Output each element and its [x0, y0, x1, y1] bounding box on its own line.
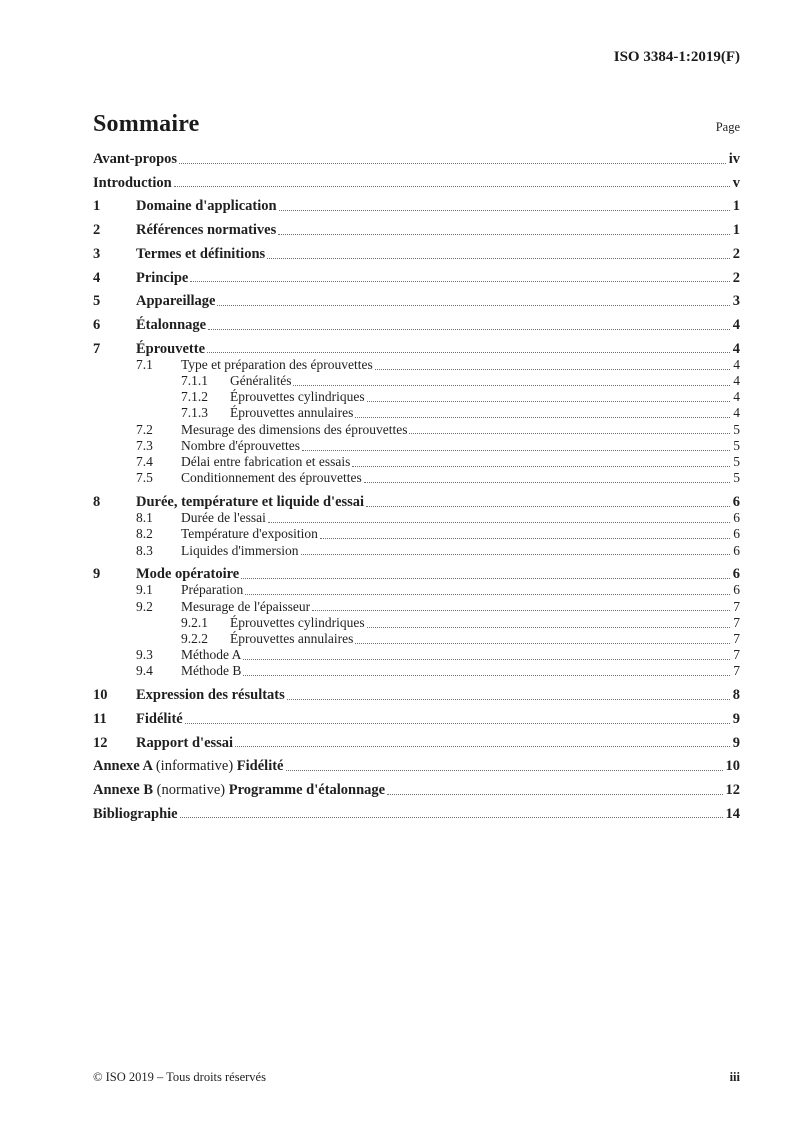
toc-label-bold-part: Durée, température et liquide d'essai	[136, 493, 365, 510]
toc-label-bold-part: Éprouvette	[136, 340, 206, 357]
toc-entry-page-number: 6	[733, 526, 740, 542]
toc-entry-number: 4	[93, 269, 101, 286]
toc-entry-page-number: 5	[733, 421, 740, 437]
toc-entry-label	[181, 663, 241, 679]
page-footer	[93, 1070, 740, 1085]
toc-label-bold-part: Rapport d'essai	[136, 734, 234, 751]
toc-label-regular-part: Type et préparation des éprouvettes	[181, 356, 373, 372]
toc-label-bold-part: Bibliographie	[93, 805, 178, 822]
toc-dotted-leader	[190, 281, 729, 282]
toc-label-regular-part: Généralités	[230, 373, 292, 389]
toc-entry-number: 7.3	[136, 437, 153, 453]
toc-entry	[93, 543, 740, 559]
toc-entry-page-number: 7	[733, 598, 740, 614]
toc-entry-number: 7.1	[136, 356, 153, 372]
toc-entry-label	[181, 543, 299, 559]
toc-dotted-leader	[174, 186, 730, 187]
toc-entry-label	[136, 246, 265, 262]
toc-label-regular-part: Éprouvettes annulaires	[230, 405, 354, 421]
toc-entry-page-number: 9	[732, 734, 740, 751]
toc-entry-page-number: 9	[732, 710, 740, 727]
toc-entry-number: 5	[93, 293, 101, 310]
toc-entry	[93, 222, 740, 238]
toc-entry-label	[136, 566, 239, 582]
toc-entry	[93, 389, 740, 405]
toc-entry-label	[181, 470, 362, 486]
toc-dotted-leader	[355, 417, 730, 418]
toc-dotted-leader	[245, 594, 730, 595]
toc-entry-number: 9.2.2	[181, 631, 208, 647]
toc-entry	[93, 758, 740, 774]
toc-label-regular-part: Température d'exposition	[181, 526, 318, 542]
page-column-label: Page	[715, 120, 740, 134]
toc-dotted-leader	[286, 770, 723, 771]
toc-entry-label	[181, 357, 373, 373]
toc-entry	[93, 647, 740, 663]
toc-entry-page-number: 7	[733, 631, 740, 647]
toc-dotted-leader	[180, 817, 723, 818]
toc-entry-page-number: iv	[728, 151, 740, 167]
toc-entry-number: 12	[93, 734, 108, 751]
toc-dotted-leader	[287, 699, 730, 700]
toc-dotted-leader	[208, 329, 730, 330]
toc-entry	[93, 782, 740, 798]
toc-entry-label	[230, 615, 365, 631]
toc-label-bold-part: Avant-propos	[93, 151, 178, 167]
doc-reference: ISO 3384-1:2019(F)	[613, 49, 740, 65]
toc-entry	[93, 663, 740, 679]
toc-entry-page-number: 8	[732, 687, 740, 704]
toc-entry-label	[136, 735, 233, 751]
toc-label-regular-part: Durée de l'essai	[181, 510, 266, 526]
toc-entry-number: 7.1.2	[181, 389, 208, 405]
toc-entry-label	[230, 373, 291, 389]
toc-dotted-leader	[279, 210, 730, 211]
toc-entry-number: 7.2	[136, 421, 153, 437]
toc-dotted-leader	[312, 610, 730, 611]
toc-label-bold-part: Expression des résultats	[136, 687, 285, 704]
toc-entry-page-number: 4	[733, 389, 740, 405]
title-row	[93, 111, 740, 138]
toc-entry-label	[181, 647, 241, 663]
toc-entry-number: 8.1	[136, 510, 153, 526]
toc-dotted-leader	[367, 401, 731, 402]
toc-entry	[93, 735, 740, 751]
toc-label-regular-part: Liquides d'immersion	[181, 542, 299, 558]
toc-entry	[93, 494, 740, 510]
toc-entry-page-number: 10	[725, 758, 740, 775]
toc-dotted-leader	[293, 385, 730, 386]
toc-label-bold-part: Références normatives	[136, 222, 277, 239]
toc-label-bold-part: Introduction	[93, 174, 172, 191]
toc-entry-label	[93, 175, 172, 191]
toc-entry-label	[181, 438, 300, 454]
toc-dotted-leader	[375, 369, 731, 370]
footer-page-number: iii	[729, 1070, 740, 1084]
toc-entry	[93, 806, 740, 822]
toc-entry-number: 7.1.3	[181, 405, 208, 421]
toc-dotted-leader	[367, 627, 731, 628]
toc-entry-page-number: 14	[725, 805, 740, 822]
toc-dotted-leader	[235, 746, 730, 747]
toc-entry-label	[136, 687, 285, 703]
toc-label-bold-part: Mode opératoire	[136, 566, 240, 583]
toc-dotted-leader	[278, 234, 730, 235]
toc-entry-number: 7	[93, 340, 101, 357]
toc-entry	[93, 341, 740, 357]
toc-dotted-leader	[302, 450, 730, 451]
toc-label-bold-part: Termes et définitions	[136, 245, 266, 262]
toc-dotted-leader	[320, 538, 730, 539]
toc-label-regular-part: Préparation	[181, 582, 244, 598]
toc-entry	[93, 293, 740, 309]
toc-entry-label	[181, 422, 407, 438]
toc-entry-number: 9.2	[136, 598, 153, 614]
toc-entry	[93, 422, 740, 438]
toc-entry	[93, 246, 740, 262]
toc-entry-page-number: 5	[733, 437, 740, 453]
toc-dotted-leader	[185, 723, 730, 724]
toc-dotted-leader	[243, 659, 730, 660]
toc-dotted-leader	[352, 466, 730, 467]
toc-entry-number: 7.1.1	[181, 373, 208, 389]
toc-entry-page-number: 7	[733, 663, 740, 679]
toc-entry	[93, 470, 740, 486]
toc-label-regular-part: Conditionnement des éprouvettes	[181, 470, 362, 486]
toc-entry-number: 9.3	[136, 647, 153, 663]
toc-entry	[93, 566, 740, 582]
toc-label-bold-part: Annexe A	[93, 758, 156, 775]
toc-entry-label	[181, 582, 243, 598]
toc-label-regular-part: Mesurage de l'épaisseur	[181, 598, 311, 614]
toc-label-regular-part: Délai entre fabrication et essais	[181, 454, 351, 470]
toc-entry-label	[93, 782, 385, 798]
toc-entry-number: 8.2	[136, 526, 153, 542]
toc-entry-label	[181, 454, 350, 470]
toc-dotted-leader	[267, 258, 730, 259]
toc-dotted-leader	[364, 482, 731, 483]
toc-entry-label	[93, 758, 284, 774]
toc-label-regular-part: (normative)	[156, 782, 229, 798]
toc-entry-page-number: 1	[732, 222, 740, 239]
toc-label-bold-part: Annexe B	[93, 782, 157, 798]
toc-label-regular-part: Mesurage des dimensions des éprouvettes	[181, 421, 408, 437]
toc-entry-page-number: 4	[732, 340, 740, 357]
toc-label-bold-part: Fidélité	[136, 710, 183, 727]
toc-dotted-leader	[409, 433, 730, 434]
toc-entry-label	[136, 270, 188, 286]
toc-label-bold-part: Étalonnage	[136, 316, 207, 333]
toc-entry-number: 1	[93, 198, 101, 215]
toc-entry-label	[136, 341, 205, 357]
toc-entry-number: 9	[93, 566, 101, 583]
toc-entry-page-number: 4	[733, 405, 740, 421]
toc-entry-page-number: 6	[733, 582, 740, 598]
toc-label-regular-part: Éprouvettes annulaires	[230, 631, 354, 647]
toc-entry	[93, 438, 740, 454]
toc-entry-label	[136, 711, 183, 727]
toc-entry-page-number: 6	[733, 542, 740, 558]
toc-entry-label	[230, 405, 353, 421]
toc-label-bold-part: Appareillage	[136, 293, 216, 310]
toc-entry-label	[136, 317, 206, 333]
page-title: Sommaire	[93, 111, 200, 137]
toc-label-regular-part: Méthode A	[181, 647, 242, 663]
toc-dotted-leader	[243, 675, 730, 676]
toc-entry-page-number: 5	[733, 454, 740, 470]
toc-entry-label	[230, 389, 365, 405]
toc-entry-label	[181, 510, 266, 526]
toc-entry-page-number: 4	[733, 373, 740, 389]
toc-dotted-leader	[355, 643, 730, 644]
toc-entry	[93, 582, 740, 598]
toc-entry	[93, 175, 740, 191]
toc-entry-page-number: 12	[725, 782, 740, 798]
toc-label-bold-part: Programme d'étalonnage	[228, 782, 386, 798]
toc-entry-number: 9.1	[136, 582, 153, 598]
toc-entry-label	[181, 599, 310, 615]
toc-label-regular-part: Nombre d'éprouvettes	[181, 437, 301, 453]
toc-entry-page-number: 4	[733, 356, 740, 372]
toc-entry	[93, 599, 740, 615]
toc-dotted-leader	[301, 554, 731, 555]
toc-entry-number: 10	[93, 687, 108, 704]
toc-entry-number: 7.5	[136, 470, 153, 486]
toc-entry-page-number: 6	[732, 566, 740, 583]
toc-dotted-leader	[217, 305, 729, 306]
toc-entry-page-number: 3	[732, 293, 740, 310]
toc-label-bold-part: Domaine d'application	[136, 198, 277, 215]
toc-entry	[93, 198, 740, 214]
toc-entry	[93, 526, 740, 542]
toc-dotted-leader	[207, 352, 730, 353]
toc-entry-page-number: 7	[733, 614, 740, 630]
toc-entry	[93, 454, 740, 470]
toc-entry-number: 2	[93, 222, 101, 239]
toc-entry-number: 6	[93, 316, 101, 333]
toc-label-bold-part: Principe	[136, 269, 189, 286]
toc-entry-label	[136, 222, 276, 238]
toc-entry-page-number: v	[732, 174, 740, 191]
toc-label-regular-part: Éprouvettes cylindriques	[230, 614, 365, 630]
table-of-contents	[93, 151, 740, 822]
toc-entry	[93, 373, 740, 389]
toc-dotted-leader	[387, 794, 722, 795]
toc-entry	[93, 270, 740, 286]
toc-entry-page-number: 2	[732, 269, 740, 286]
toc-entry	[93, 510, 740, 526]
toc-entry-number: 8.3	[136, 542, 153, 558]
toc-entry-number: 9.2.1	[181, 614, 208, 630]
toc-entry-page-number: 6	[732, 493, 740, 510]
toc-entry-page-number: 1	[732, 198, 740, 215]
toc-entry	[93, 317, 740, 333]
toc-dotted-leader	[366, 506, 730, 507]
toc-entry-page-number: 6	[733, 510, 740, 526]
toc-entry-number: 8	[93, 493, 101, 510]
toc-entry-label	[93, 151, 177, 167]
toc-entry-page-number: 7	[733, 647, 740, 663]
toc-entry	[93, 687, 740, 703]
toc-entry	[93, 357, 740, 373]
toc-dotted-leader	[241, 578, 730, 579]
toc-label-bold-part: Fidélité	[236, 758, 284, 775]
toc-entry-number: 7.4	[136, 454, 153, 470]
toc-entry-number: 3	[93, 245, 101, 262]
toc-entry	[93, 151, 740, 167]
toc-entry	[93, 711, 740, 727]
footer-copyright: © ISO 2019 – Tous droits réservés	[93, 1070, 266, 1084]
page-header	[93, 48, 740, 66]
toc-entry-label	[136, 198, 277, 214]
toc-label-regular-part: (informative)	[155, 758, 237, 775]
toc-entry-label	[230, 631, 353, 647]
toc-label-regular-part: Éprouvettes cylindriques	[230, 389, 365, 405]
toc-entry-label	[93, 806, 178, 822]
toc-entry	[93, 405, 740, 421]
toc-entry	[93, 631, 740, 647]
toc-entry-number: 9.4	[136, 663, 153, 679]
toc-entry-label	[136, 293, 215, 309]
toc-entry-number: 11	[93, 710, 107, 727]
toc-label-regular-part: Méthode B	[181, 663, 242, 679]
toc-dotted-leader	[268, 522, 730, 523]
toc-entry	[93, 615, 740, 631]
toc-entry-label	[181, 526, 318, 542]
toc-dotted-leader	[179, 163, 726, 164]
toc-entry-page-number: 4	[732, 316, 740, 333]
toc-entry-page-number: 2	[732, 245, 740, 262]
toc-entry-label	[136, 494, 364, 510]
toc-entry-page-number: 5	[733, 470, 740, 486]
